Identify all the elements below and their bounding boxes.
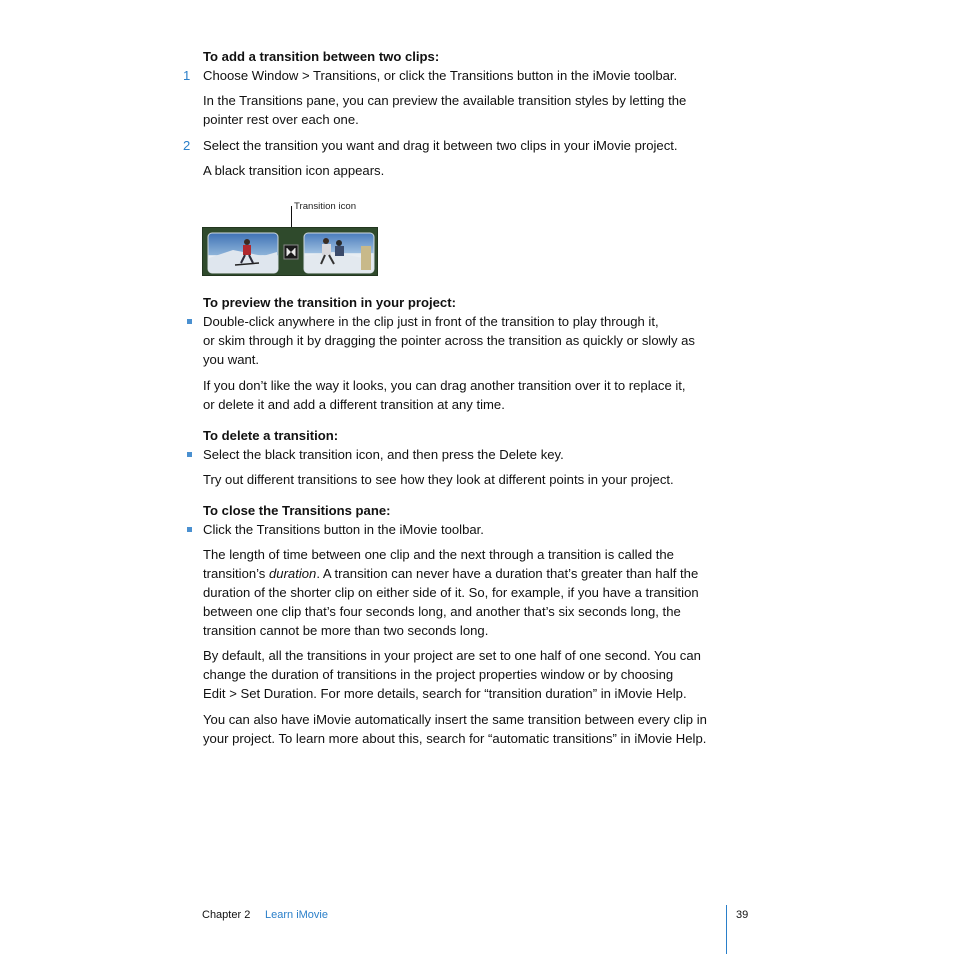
bullet-text: you want. [203, 352, 260, 367]
paragraph: between one clip that’s four seconds long, and another that’s six seconds long, the [203, 604, 681, 619]
step-number: 2 [183, 138, 191, 153]
clip-thumbnail-left [208, 233, 278, 273]
page-number: 39 [736, 909, 749, 921]
callout-label: Transition icon [294, 201, 357, 212]
paragraph: transition cannot be more than two seconds long. [203, 623, 489, 638]
bullet-text: Select the black transition icon, and then press the Delete key. [203, 447, 564, 462]
filmstrip [202, 227, 378, 276]
paragraph: If you don’t like the way it looks, you can drag another transition over it to replace it, [203, 378, 686, 393]
heading-close-pane: To close the Transitions pane: [203, 503, 391, 518]
bullet-icon [187, 452, 192, 457]
emphasis-duration: duration [269, 566, 317, 581]
heading-add-transition: To add a transition between two clips: [203, 49, 440, 64]
paragraph: A black transition icon appears. [203, 163, 385, 178]
paragraph: You can also have iMovie automatically insert the same transition between every clip in [203, 712, 707, 727]
paragraph: Try out different transitions to see how they look at different points in your project. [203, 472, 674, 487]
bullet-icon [187, 319, 192, 324]
paragraph: your project. To learn more about this, search for “automatic transitions” in iMovie Help. [203, 731, 707, 746]
paragraph: In the Transitions pane, you can preview the available transition styles by letting the [203, 93, 687, 108]
heading-delete-transition: To delete a transition: [203, 428, 339, 443]
text-run: transition’s [203, 566, 269, 581]
paragraph: The length of time between one clip and the next through a transition is called the [203, 547, 674, 562]
step-number: 1 [183, 68, 191, 83]
bullet-text: Double-click anywhere in the clip just in front of the transition to play through it, [203, 314, 659, 329]
step-text: Select the transition you want and drag it between two clips in your iMovie project. [203, 138, 678, 153]
footer-divider [726, 905, 727, 954]
footer-chapter: Chapter 2 [202, 909, 251, 921]
bullet-text: Click the Transitions button in the iMovie toolbar. [203, 522, 484, 537]
clip-thumbnail-right [304, 233, 374, 273]
paragraph: duration of the shorter clip on either side of it. So, for example, if you have a transition [203, 585, 699, 600]
paragraph: pointer rest over each one. [203, 112, 359, 127]
bullet-icon [187, 527, 192, 532]
paragraph: Edit > Set Duration. For more details, search for “transition duration” in iMovie Help. [203, 686, 687, 701]
paragraph: By default, all the transitions in your project are set to one half of one second. You can [203, 648, 701, 663]
text-run: . A transition can never have a duration that’s greater than half the [316, 566, 699, 581]
paragraph [203, 564, 733, 583]
paragraph: change the duration of transitions in the project properties window or by choosing [203, 667, 674, 682]
footer-chapter-title: Learn iMovie [265, 909, 328, 921]
transition-icon[interactable] [284, 245, 298, 259]
step-text: Choose Window > Transitions, or click the Transitions button in the iMovie toolbar. [203, 68, 678, 83]
heading-preview-transition: To preview the transition in your project: [203, 295, 456, 310]
bullet-text: or skim through it by dragging the pointer across the transition as quickly or slowly as [203, 333, 695, 348]
paragraph: or delete it and add a different transition at any time. [203, 397, 505, 412]
